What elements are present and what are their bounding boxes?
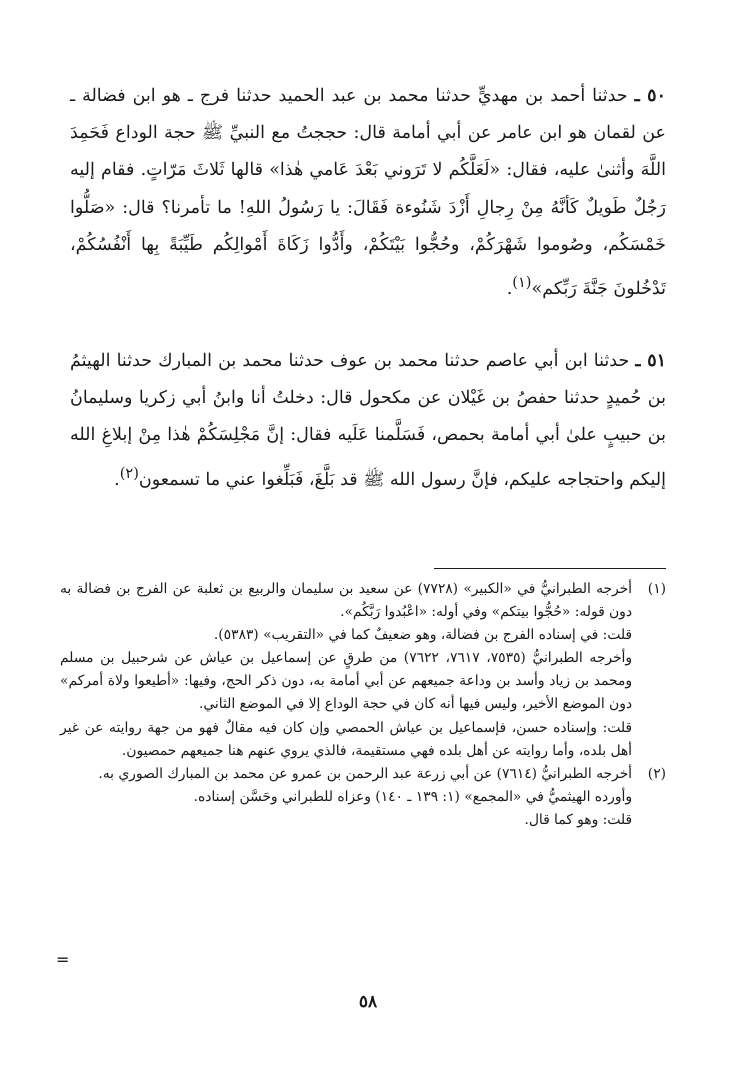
hadith-number: ٥٠ ـ: [634, 86, 666, 106]
hadith-50: [70, 78, 666, 308]
footnote-body: [60, 763, 632, 832]
hadith-51-paragraph: ٥١ ـ حدثنا ابن أبي عاصم حدثنا محمد بن عوف حدثنا محمد بن المبارك حدثنا الهيثمُ بن حُميدٍ حدثنا حفصُ بن غَيْلان عن مكحول قال: دخلتُ أنا وابنُ أبي زكريا وسليمانُ بن حبيبٍ علىٰ أبي أمامة بحمص، فَسَلَّمنا عَلَيه فقال: إنَّ مَجْلِسَكُمْ هٰذا مِنْ إبلاغِ الله إليكم واحتجاجه عليكم، فإنَّ رسول الله ﷺ قد بَلَّغَ، فَبَلِّغوا عني ما تسمعون$^{(٢)}$.: [70, 351, 666, 490]
footnote-paragraph: قلت: وهو كما قال.: [524, 811, 632, 828]
continuation-mark: =: [56, 950, 70, 969]
page-number: ٥٨: [358, 992, 378, 1012]
hadith-number: ٥١ ـ: [635, 351, 666, 371]
footnotes: [60, 578, 666, 832]
footnote-number: (١): [647, 581, 666, 597]
hadith-51: [70, 343, 666, 499]
footnote-paragraph: وأخرجه الطبرانيُّ (٧٥٣٥، ٧٦١٧، ٧٦٢٢) من طرقٍ عن إسماعيل بن عياش عن شرحبيل بن مسلم ومحمد بن زياد وأسد بن وداعة جميعهم عن أبي أمامة به، دون ذكر الحج، وفيها: «أطيعوا ولاة أمركم» دون الموضع الأخير، وليس فيها أنه كان في حجة الوداع إلا في الموضع الثاني.: [60, 650, 632, 713]
footnote-paragraph: قلت: في إسناده الفرج بن فضالة، وهو ضعيفٌ كما في «التقريب» (٥٣٨٣).: [213, 627, 632, 644]
hadith-50-paragraph: ٥٠ ـ حدثنا أحمد بن مهديٍّ حدثنا محمد بن عبد الحميد حدثنا فرج ـ هو ابن فضالة ـ عن لقمان هو ابن عامر عن أبي أمامة قال: حججتُ مع النبيِّ ﷺ حجة الوداع فَحَمِدَ اللَّهَ وأثنىٰ عليه، فقال: «لَعَلَّكُم لا تَرَوني بَعْدَ عَامي هٰذا» قالها ثَلاثَ مَرّاتٍ. فقام إليه رَجُلٌ طَويلٌ كَأنَّهُ مِنْ رِجالِ أَزْدَ شَنُوءة فَقَالَ: يا رَسُولُ اللهِ! ما تأمرنا؟ قال: «صَلُّوا خَمْسَكُم، وصُوموا شَهْرَكُمْ، وحُجُّوا بَيْتَكُمْ، وأَدُّوا زَكَاةَ أَمْوالِكُم طَيِّبَةً بِها أَنْفُسُكُمْ، تَدْخُلونَ جَنَّةَ رَبِّكم»$^{(١)}$.: [70, 86, 666, 299]
footnote-reference: (١): [512, 274, 532, 292]
hadith-text: حدثنا ابن أبي عاصم حدثنا محمد بن عوف حدثنا محمد بن المبارك حدثنا الهيثمُ بن حُميدٍ حدثنا حفصُ بن غَيْلان عن مكحول قال: دخلتُ أنا وابنُ أبي زكريا وسليمانُ بن حبيبٍ علىٰ أبي أمامة بحمص، فَسَلَّمنا عَلَيه فقال: إنَّ مَجْلِسَكُمْ هٰذا مِنْ إبلاغِ الله إليكم واحتجاجه عليكم، فإنَّ رسول الله ﷺ قد بَلَّغَ، فَبَلِّغوا عني ما تسمعون: [70, 351, 666, 490]
footnote-1: [60, 578, 666, 763]
footnote-separator: [434, 568, 666, 569]
footnote-number: (٢): [647, 765, 666, 782]
footnote-body: [60, 578, 632, 763]
footnote-paragraph: أخرجه الطبرانيُّ (٧٦١٤) عن أبي زرعة عبد الرحمن بن عمرو عن محمد بن المبارك الصوري به.: [98, 765, 632, 782]
hadith-text: حدثنا أحمد بن مهديٍّ حدثنا محمد بن عبد الحميد حدثنا فرج ـ هو ابن فضالة ـ عن لقمان هو ابن عامر عن أبي أمامة قال: حججتُ مع النبيِّ ﷺ حجة الوداع فَحَمِدَ اللَّهَ وأثنىٰ عليه، فقال: «لَعَلَّكُم لا تَرَوني بَعْدَ عَامي هٰذا» قالها ثَلاثَ مَرّاتٍ. فقام إليه رَجُلٌ طَويلٌ كَأنَّهُ مِنْ رِجالِ أَزْدَ شَنُوءة فَقَالَ: يا رَسُولُ اللهِ! ما تأمرنا؟ قال: «صَلُّوا خَمْسَكُم، وصُوموا شَهْرَكُمْ، وحُجُّوا بَيْتَكُمْ، وأَدُّوا زَكَاةَ أَمْوالِكُم طَيِّبَةً بِها أَنْفُسُكُمْ، تَدْخُلونَ جَنَّةَ رَبِّكم»: [70, 86, 666, 299]
footnote-paragraph: قلت: وإسناده حسن، فإسماعيل بن عياش الحمصي وإن كان فيه مقالٌ فهو من جهة روايته عن غير أهل بلده، وأما روايته عن أهل بلده فهي مستقيمة، فالذي يروي عنهم هنا جميعهم حمصيون.: [60, 719, 632, 759]
footnote-reference: (٢): [119, 464, 139, 482]
footnote-paragraph: وأورده الهيثميُّ في «المجمع» (١: ١٣٩ ـ ١٤٠) وعزاه للطبراني وحَسَّن إسناده.: [193, 788, 632, 805]
footnote-paragraph: أخرجه الطبرانيُّ في «الكبير» (٧٧٢٨) عن سعيد بن سليمان والربيع بن ثعلبة عن الفرج بن فضالة به دون قوله: «حُجُّوا بيتكم» وفي أوله: «اعْبُدوا رَبَّكُم».: [60, 581, 632, 621]
footnote-2: [60, 763, 666, 832]
